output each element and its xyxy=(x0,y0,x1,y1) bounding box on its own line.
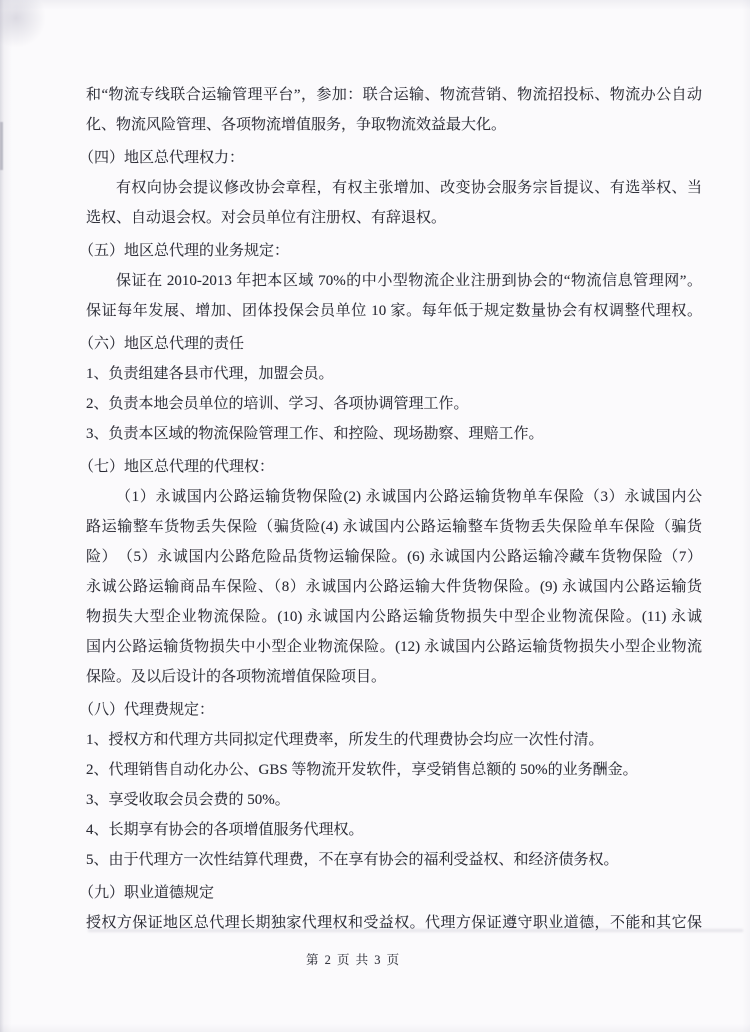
section-heading: （八）代理费规定： xyxy=(79,702,215,718)
list-item: 1、授权方和代理方共同拟定代理费率，所发生的代理费协会均应一次性付清。 xyxy=(86,732,604,748)
document-line: 保证在 2010-2013 年把本区域 70%的中小型物流企业注册到协会的“物流信息管理网”。 xyxy=(116,273,702,289)
document-line: 有权向协会提议修改协会章程，有权主张增加、改变协会服务宗旨提议、有选举权、当 xyxy=(116,180,702,196)
page-number: 第 2 页 共 3 页 xyxy=(306,953,401,967)
section-heading: （七）地区总代理的代理权： xyxy=(79,459,275,475)
document-line: 路运输整车货物丢失保险（骗货险(4) 永诚国内公路运输整车货物丢失保险单车保险（骗货 xyxy=(86,519,702,535)
document-line: 和“物流专线联合运输管理平台”，参加：联合运输、物流营销、物流招投标、物流办公自动 xyxy=(86,87,702,103)
document-line: 永诚公路运输商品车保险、（8）永诚国内公路运输大件货物保险。(9) 永诚国内公路运输货 xyxy=(86,579,702,595)
section-heading: （六）地区总代理的责任 xyxy=(79,336,245,352)
document-line: 险） （5）永诚国内公路危险品货物运输保险。(6) 永诚国内公路运输冷藏车货物保险（7） xyxy=(86,549,702,565)
document-line: 保证每年发展、增加、团体投保会员单位 10 家。每年低于规定数量协会有权调整代理权。 xyxy=(86,303,702,319)
list-item: 5、由于代理方一次性结算代理费，不在享有协会的福利受益权、和经济债务权。 xyxy=(86,852,619,868)
document-body xyxy=(79,80,702,938)
document-line: 保险。及以后设计的各项物流增值保险项目。 xyxy=(86,669,387,685)
section-heading: （四）地区总代理权力： xyxy=(79,150,245,166)
document-line: （1）永诚国内公路运输货物保险(2) 永诚国内公路运输货物单车保险（3）永诚国内公 xyxy=(116,489,702,505)
document-line: 授权方保证地区总代理长期独家代理权和受益权。代理方保证遵守职业道德，不能和其它保 xyxy=(86,915,702,931)
list-item: 4、长期享有协会的各项增值服务代理权。 xyxy=(86,822,364,838)
list-item: 1、负责组建各县市代理，加盟会员。 xyxy=(86,366,334,382)
list-item: 3、负责本区域的物流保险管理工作、和控险、现场勘察、理赔工作。 xyxy=(86,426,544,442)
list-item: 2、代理销售自动化办公、GBS 等物流开发软件，享受销售总额的 50%的业务酬金。 xyxy=(86,762,638,778)
list-item: 3、享受收取会员会费的 50%。 xyxy=(86,792,290,808)
document-line: 物损失大型企业物流保险。(10) 永诚国内公路运输货物损失中型企业物流保险。(11) 永诚 xyxy=(86,609,702,625)
section-heading: （九）职业道德规定 xyxy=(79,885,215,901)
document-line: 化、物流风险管理、各项物流增值服务，争取物流效益最大化。 xyxy=(86,117,507,133)
scanner-edge-artifact xyxy=(0,122,3,170)
document-line: 国内公路运输货物损失中小型企业物流保险。(12) 永诚国内公路运输货物损失小型企业物流 xyxy=(86,639,702,655)
document-line: 选权、自动退会权。对会员单位有注册权、有辞退权。 xyxy=(86,210,447,226)
list-item: 2、负责本地会员单位的培训、学习、各项协调管理工作。 xyxy=(86,396,469,412)
section-heading: （五）地区总代理的业务规定： xyxy=(79,243,290,259)
